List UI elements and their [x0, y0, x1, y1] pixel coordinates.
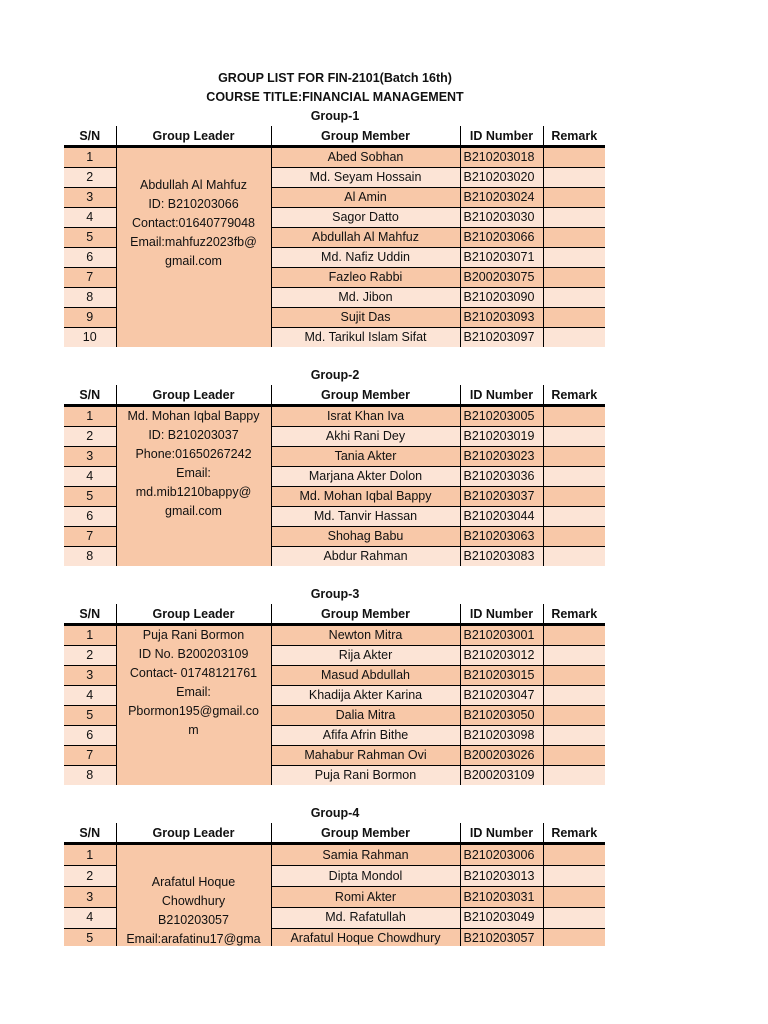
- group-leader-line: B210203057: [158, 913, 229, 927]
- group-leader-line: gmail.com: [165, 254, 222, 268]
- header-group-member: Group Member: [271, 823, 460, 844]
- header-sn: S/N: [64, 385, 116, 406]
- serial-number-cell: 1: [64, 844, 116, 866]
- id-number-cell: B210203098: [460, 726, 543, 746]
- group-member-cell: Md. Jibon: [271, 288, 460, 308]
- group-leader-line: Contact:01640779048: [131, 216, 256, 230]
- header-id-number: ID Number: [460, 385, 543, 406]
- id-number-cell: B210203012: [460, 646, 543, 666]
- group-member-cell: Md. Rafatullah: [271, 908, 460, 929]
- serial-number-cell: 4: [64, 467, 116, 487]
- serial-number-cell: 5: [64, 487, 116, 507]
- header-group-member: Group Member: [271, 385, 460, 406]
- remark-cell: [543, 887, 605, 908]
- document-title-line-2: COURSE TITLE:FINANCIAL MANAGEMENT: [206, 90, 464, 104]
- group-member-cell: Sujit Das: [271, 308, 460, 328]
- header-remark: Remark: [543, 385, 605, 406]
- remark-cell: [543, 866, 605, 887]
- group-table: [64, 823, 605, 946]
- group-member-cell: Abdullah Al Mahfuz: [271, 228, 460, 248]
- group-label: Group-4: [310, 806, 360, 820]
- group-member-cell: Abed Sobhan: [271, 147, 460, 168]
- group-label: Group-2: [310, 368, 360, 382]
- header-remark: Remark: [543, 604, 605, 625]
- serial-number-cell: 8: [64, 766, 116, 786]
- id-number-cell: B210203047: [460, 686, 543, 706]
- group-member-cell: Dipta Mondol: [271, 866, 460, 887]
- id-number-cell: B210203097: [460, 328, 543, 348]
- serial-number-cell: 10: [64, 328, 116, 348]
- serial-number-cell: 5: [64, 228, 116, 248]
- group-leader-line: Email:: [176, 466, 211, 480]
- id-number-cell: B210203090: [460, 288, 543, 308]
- id-number-cell: B200203026: [460, 746, 543, 766]
- serial-number-cell: 7: [64, 268, 116, 288]
- group-member-cell: Abdur Rahman: [271, 547, 460, 567]
- serial-number-cell: 1: [64, 625, 116, 646]
- group-member-cell: Sagor Datto: [271, 208, 460, 228]
- id-number-cell: B210203044: [460, 507, 543, 527]
- group-member-cell: Khadija Akter Karina: [271, 686, 460, 706]
- group-leader-line: ID No. B200203109: [138, 647, 249, 661]
- header-group-leader: Group Leader: [116, 823, 271, 844]
- header-remark: Remark: [543, 823, 605, 844]
- group-leader-line: Md. Mohan Iqbal Bappy: [127, 409, 260, 423]
- serial-number-cell: 4: [64, 208, 116, 228]
- id-number-cell: B210203005: [460, 406, 543, 427]
- group-leader-line: Abdullah Al Mahfuz: [139, 178, 247, 192]
- header-sn: S/N: [64, 604, 116, 625]
- group-leader-line: Email:: [176, 685, 211, 699]
- id-number-cell: B210203037: [460, 487, 543, 507]
- group-member-cell: Md. Mohan Iqbal Bappy: [271, 487, 460, 507]
- header-remark: Remark: [543, 126, 605, 147]
- group-leader-line: md.mib1210bappy@: [135, 485, 252, 499]
- serial-number-cell: 7: [64, 746, 116, 766]
- group-member-cell: Romi Akter: [271, 887, 460, 908]
- header-id-number: ID Number: [460, 823, 543, 844]
- group-member-cell: Akhi Rani Dey: [271, 427, 460, 447]
- serial-number-cell: 6: [64, 248, 116, 268]
- serial-number-cell: 3: [64, 887, 116, 908]
- serial-number-cell: 1: [64, 406, 116, 427]
- serial-number-cell: 6: [64, 726, 116, 746]
- header-group-leader: Group Leader: [116, 604, 271, 625]
- id-number-cell: B210203093: [460, 308, 543, 328]
- group-member-cell: Israt Khan Iva: [271, 406, 460, 427]
- header-group-leader: Group Leader: [116, 385, 271, 406]
- serial-number-cell: 2: [64, 168, 116, 188]
- serial-number-cell: 8: [64, 547, 116, 567]
- serial-number-cell: 4: [64, 686, 116, 706]
- id-number-cell: B210203023: [460, 447, 543, 467]
- id-number-cell: B210203083: [460, 547, 543, 567]
- id-number-cell: B210203057: [460, 928, 543, 946]
- group-member-cell: Al Amin: [271, 188, 460, 208]
- document-title-line-1: GROUP LIST FOR FIN-2101(Batch 16th): [218, 71, 452, 85]
- group-member-cell: Puja Rani Bormon: [271, 766, 460, 786]
- id-number-cell: B210203049: [460, 908, 543, 929]
- header-group-leader: Group Leader: [116, 126, 271, 147]
- group-label: Group-3: [310, 587, 360, 601]
- serial-number-cell: 5: [64, 706, 116, 726]
- group-leader-line: Email:arafatinu17@gma: [126, 932, 261, 946]
- table-row: [64, 844, 605, 866]
- id-number-cell: B210203071: [460, 248, 543, 268]
- group-leader-line: m: [188, 723, 199, 737]
- serial-number-cell: 6: [64, 507, 116, 527]
- group-leader-line: Arafatul Hoque: [151, 875, 236, 889]
- id-number-cell: B210203019: [460, 427, 543, 447]
- group-member-cell: Mahabur Rahman Ovi: [271, 746, 460, 766]
- group-member-cell: Md. Nafiz Uddin: [271, 248, 460, 268]
- group-member-cell: Masud Abdullah: [271, 666, 460, 686]
- header-sn: S/N: [64, 126, 116, 147]
- id-number-cell: B210203006: [460, 844, 543, 866]
- serial-number-cell: 3: [64, 447, 116, 467]
- serial-number-cell: 7: [64, 527, 116, 547]
- remark-cell: [543, 844, 605, 866]
- id-number-cell: B210203001: [460, 625, 543, 646]
- remark-cell: [543, 928, 605, 946]
- group-member-cell: Newton Mitra: [271, 625, 460, 646]
- group-leader-line: ID: B210203037: [148, 428, 239, 442]
- id-number-cell: B210203063: [460, 527, 543, 547]
- group-member-cell: Samia Rahman: [271, 844, 460, 866]
- serial-number-cell: 9: [64, 308, 116, 328]
- group-member-cell: Shohag Babu: [271, 527, 460, 547]
- serial-number-cell: 2: [64, 866, 116, 887]
- header-group-member: Group Member: [271, 604, 460, 625]
- serial-number-cell: 4: [64, 908, 116, 929]
- id-number-cell: B210203066: [460, 228, 543, 248]
- id-number-cell: B210203018: [460, 147, 543, 168]
- id-number-cell: B210203020: [460, 168, 543, 188]
- id-number-cell: B210203013: [460, 866, 543, 887]
- group-member-cell: Afifa Afrin Bithe: [271, 726, 460, 746]
- id-number-cell: B210203024: [460, 188, 543, 208]
- id-number-cell: B210203015: [460, 666, 543, 686]
- group-leader-line: Contact- 01748121761: [129, 666, 258, 680]
- id-number-cell: B210203031: [460, 887, 543, 908]
- group-leader-line: Puja Rani Bormon: [142, 628, 245, 642]
- group-member-cell: Fazleo Rabbi: [271, 268, 460, 288]
- group-member-cell: Md. Seyam Hossain: [271, 168, 460, 188]
- group-member-cell: Md. Tarikul Islam Sifat: [271, 328, 460, 348]
- header-id-number: ID Number: [460, 126, 543, 147]
- id-number-cell: B200203075: [460, 268, 543, 288]
- remark-cell: [543, 908, 605, 929]
- serial-number-cell: 2: [64, 646, 116, 666]
- serial-number-cell: 8: [64, 288, 116, 308]
- group-member-cell: Tania Akter: [271, 447, 460, 467]
- header-group-member: Group Member: [271, 126, 460, 147]
- id-number-cell: B200203109: [460, 766, 543, 786]
- id-number-cell: B210203030: [460, 208, 543, 228]
- group-leader-line: Chowdhury: [161, 894, 226, 908]
- group-leader-line: ID: B210203066: [148, 197, 239, 211]
- group-leader-cell: [116, 844, 271, 947]
- id-number-cell: B210203036: [460, 467, 543, 487]
- group-member-cell: Rija Akter: [271, 646, 460, 666]
- serial-number-cell: 2: [64, 427, 116, 447]
- header-id-number: ID Number: [460, 604, 543, 625]
- group-member-cell: Marjana Akter Dolon: [271, 467, 460, 487]
- id-number-cell: B210203050: [460, 706, 543, 726]
- group-leader-line: Pbormon195@gmail.co: [128, 704, 259, 718]
- group-member-cell: Md. Tanvir Hassan: [271, 507, 460, 527]
- group-leader-line: gmail.com: [165, 504, 222, 518]
- group-label: Group-1: [310, 109, 360, 123]
- serial-number-cell: 1: [64, 147, 116, 168]
- group-member-cell: Dalia Mitra: [271, 706, 460, 726]
- serial-number-cell: 3: [64, 666, 116, 686]
- header-sn: S/N: [64, 823, 116, 844]
- group-leader-line: Email:mahfuz2023fb@: [130, 235, 257, 249]
- group-leader-line: Phone:01650267242: [135, 447, 252, 461]
- serial-number-cell: 5: [64, 928, 116, 946]
- serial-number-cell: 3: [64, 188, 116, 208]
- group-member-cell: Arafatul Hoque Chowdhury: [271, 928, 460, 946]
